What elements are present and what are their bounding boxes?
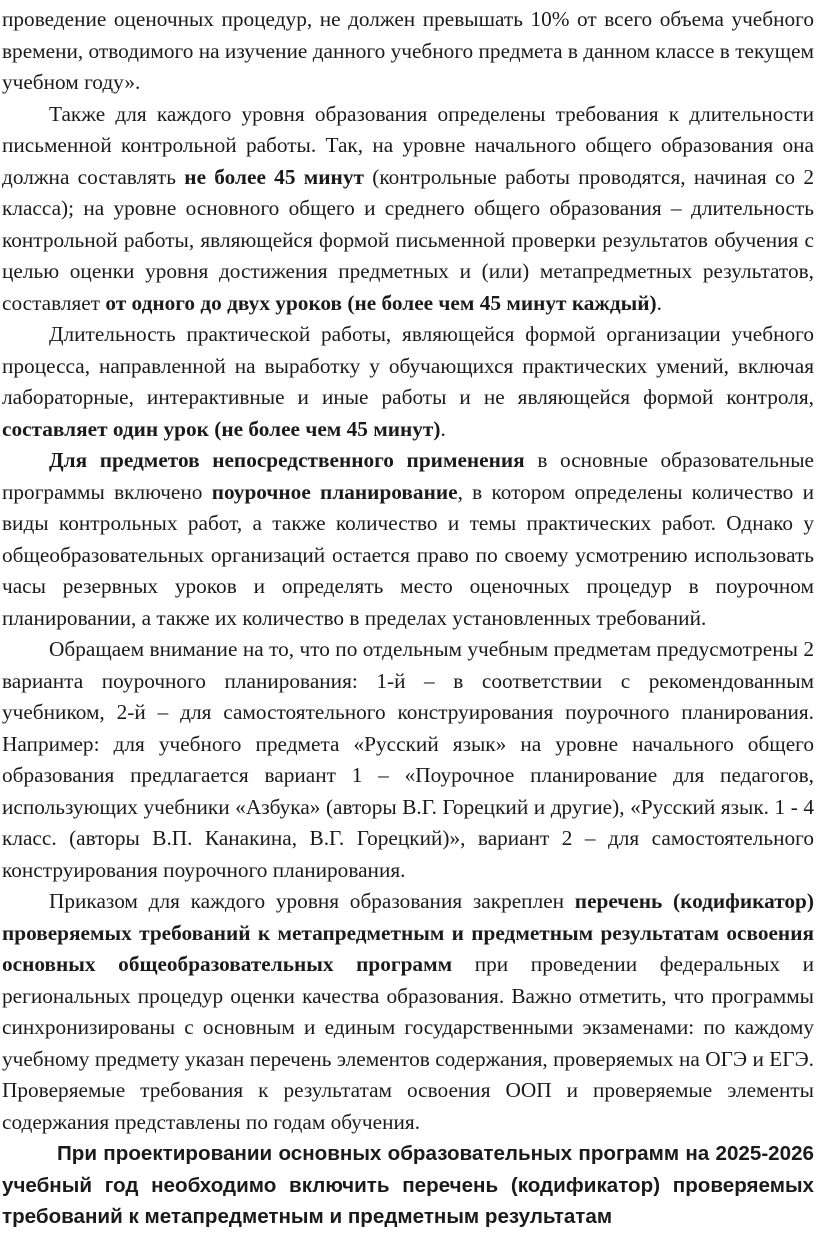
text-run: при проведении федеральных и региональных процедур оценки качества образования. Важно отметить, что программы синхронизированы с основным и единым государственными экзаменами: по каждому учебному предмету указан перечень элементов содержания, проверяемых на ОГЭ и ЕГЭ. Проверяемые требования к результатам освоения ООП и проверяемые элементы содержания представлены по годам обучения. <box>2 952 814 1134</box>
bold-text-run: составляет один урок (не более чем 45 минут) <box>2 416 441 441</box>
text-run: Обращаем внимание на то, что по отдельным учебным предметам предусмотрены 2 варианта поурочного планирования: 1-й – в соответствии с рекомендованным учебником, 2-й – для самостоятельного конструирования поурочного планирования. Например: для учебного предмета «Русский язык» на уровне начального общего образования предлагается вариант 1 – «Поурочное планирование для педагогов, использующих учебники «Азбука» (авторы В.Г. Горецкий и другие), «Русский язык. 1 - 4 класс. (авторы В.П. Канакина, В.Г. Горецкий)», вариант 2 – для самостоятельного конструирования поурочного планирования. <box>2 637 814 882</box>
paragraph-2 <box>2 99 814 320</box>
paragraph-1 <box>2 4 814 99</box>
bold-text-run: от одного до двух уроков (не более чем 45 минут каждый) <box>105 290 657 315</box>
bold-text-run: перечень (кодификатор) проверяемых требований к метапредметным и предметным результатам освоения основных общеобразовательных программ <box>2 889 814 976</box>
paragraph-6 <box>2 886 814 1138</box>
bold-text-run: не более 45 минут <box>184 164 364 189</box>
text-run: Также для каждого уровня образования определены требования к длительности письменной контрольной работы. Так, на уровне начального общего образования она должна составлять <box>2 101 814 189</box>
paragraph-5 <box>2 634 814 886</box>
text-run: Длительность практической работы, являющейся формой организации учебного процесса, направленной на выработку у обучающихся практических умений, включая лабораторные, интерактивные и иные работы и не являющейся формой контроля, <box>2 322 814 409</box>
bold-text-run: При проектировании основных образовательных программ на 2025-2026 учебный год необходимо включить перечень (кодификатор) проверяемых требований к метапредметным и предметным результатам <box>2 1142 814 1228</box>
text-run: , в котором определены количество и виды контрольных работ, а также количество и темы практических работ. Однако у общеобразовательных организаций остается право по своему усмотрению использовать часы резервных уроков и определять место оценочных процедур в поурочном планировании, а также их количество в пределах установленных требований. <box>2 479 815 630</box>
text-run: . <box>440 416 446 441</box>
paragraph-7-bold-heading <box>2 1138 814 1233</box>
bold-text-run: Для предметов непосредственного применения <box>49 448 525 472</box>
paragraph-4 <box>2 445 814 634</box>
paragraph-3 <box>2 319 814 445</box>
text-run: проведение оценочных процедур, не должен превышать 10% от всего объема учебного времени, отводимого на изучение данного учебного предмета в данном классе в текущем учебном году». <box>2 7 814 94</box>
text-run: Приказом для каждого уровня образования закреплен <box>49 889 575 913</box>
text-run: в основные образовательные программы включено <box>2 448 814 504</box>
bold-text-run: поурочное планирование <box>211 479 458 504</box>
text-run: . <box>656 290 662 315</box>
text-run: (контрольные работы проводятся, начиная со 2 класса); на уровне основного общего и среднего общего образования – длительность контрольной работы, являющейся формой письменной проверки результатов обучения с целью оценки уровня достижения предметных и (или) метапредметных результатов, составляет <box>2 164 814 315</box>
